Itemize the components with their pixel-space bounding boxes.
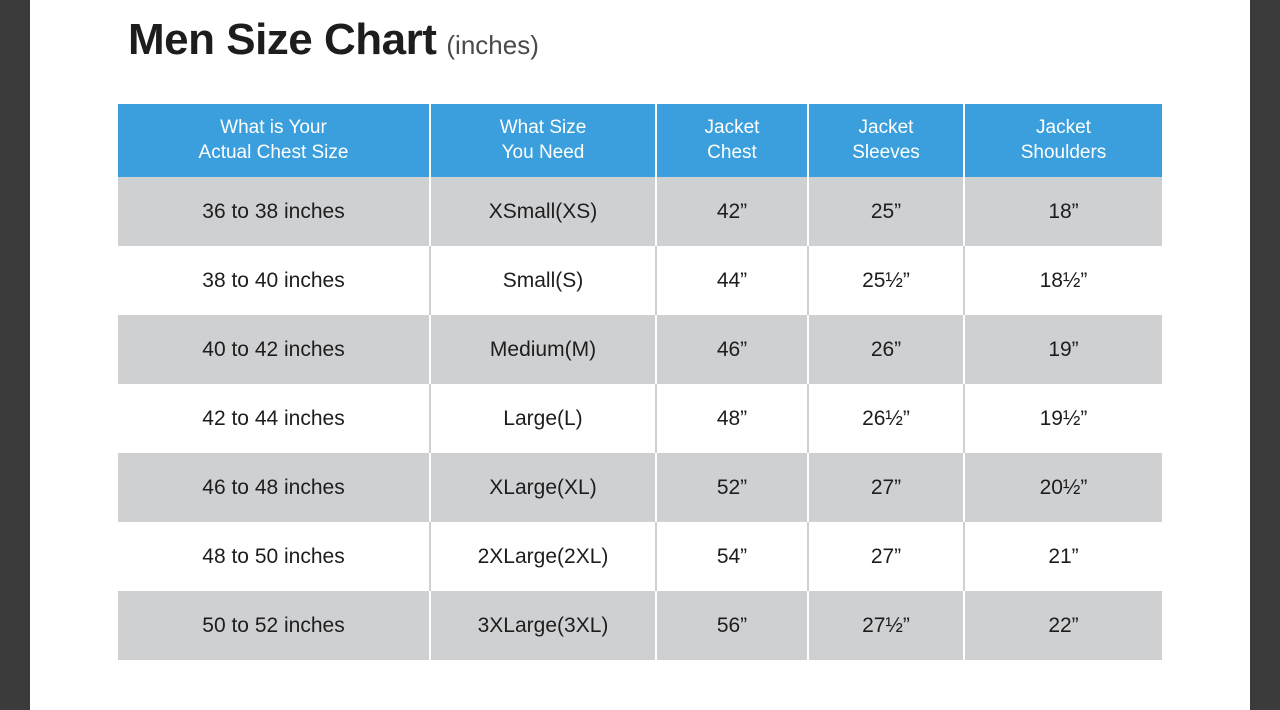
column-header-line-2: You Need [501, 141, 585, 163]
table-row [118, 522, 1162, 591]
table-row [118, 591, 1162, 660]
table-row [118, 453, 1162, 522]
cell-jacket-shoulders: 20½” [964, 453, 1162, 522]
page-title-unit: (inches) [446, 30, 539, 60]
cell-jacket-sleeves: 26½” [808, 384, 964, 453]
table-header-row [118, 104, 1162, 177]
cell-actual-chest: 46 to 48 inches [118, 453, 430, 522]
cell-jacket-shoulders: 19” [964, 315, 1162, 384]
cell-actual-chest: 38 to 40 inches [118, 246, 430, 315]
right-gutter [1250, 0, 1280, 710]
column-header-line-1: Jacket [704, 117, 760, 138]
column-header-line-2: Actual Chest Size [198, 141, 349, 163]
cell-size-needed: 3XLarge(3XL) [430, 591, 656, 660]
column-header-line-1: What is Your [220, 117, 327, 138]
column-header-line-1: What Size [499, 117, 587, 138]
cell-jacket-sleeves: 26” [808, 315, 964, 384]
table-row [118, 177, 1162, 246]
cell-size-needed: 2XLarge(2XL) [430, 522, 656, 591]
cell-actual-chest: 42 to 44 inches [118, 384, 430, 453]
page-title-main: Men Size Chart [128, 15, 437, 64]
column-header-jacket-sleeves [808, 104, 964, 177]
cell-jacket-sleeves: 27” [808, 522, 964, 591]
cell-jacket-shoulders: 22” [964, 591, 1162, 660]
column-header-line-1: Jacket [858, 117, 914, 138]
cell-actual-chest: 48 to 50 inches [118, 522, 430, 591]
cell-size-needed: Small(S) [430, 246, 656, 315]
cell-jacket-sleeves: 25” [808, 177, 964, 246]
column-header-line-2: Shoulders [1020, 141, 1107, 163]
table-row [118, 384, 1162, 453]
cell-jacket-chest: 56” [656, 591, 808, 660]
cell-actual-chest: 36 to 38 inches [118, 177, 430, 246]
document-sheet [30, 0, 1250, 710]
column-header-line-1: Jacket [1036, 117, 1091, 138]
cell-actual-chest: 50 to 52 inches [118, 591, 430, 660]
cell-jacket-shoulders: 18” [964, 177, 1162, 246]
table-row [118, 246, 1162, 315]
cell-jacket-sleeves: 25½” [808, 246, 964, 315]
cell-jacket-chest: 52” [656, 453, 808, 522]
cell-jacket-sleeves: 27” [808, 453, 964, 522]
column-header-size-needed [430, 104, 656, 177]
cell-actual-chest: 40 to 42 inches [118, 315, 430, 384]
cell-size-needed: Medium(M) [430, 315, 656, 384]
column-header-jacket-shoulders [964, 104, 1162, 177]
cell-size-needed: XLarge(XL) [430, 453, 656, 522]
cell-jacket-chest: 48” [656, 384, 808, 453]
table-row [118, 315, 1162, 384]
cell-jacket-chest: 42” [656, 177, 808, 246]
left-gutter [0, 0, 30, 710]
cell-jacket-chest: 54” [656, 522, 808, 591]
cell-size-needed: Large(L) [430, 384, 656, 453]
cell-jacket-chest: 46” [656, 315, 808, 384]
column-header-line-2: Chest [707, 141, 757, 163]
cell-jacket-shoulders: 18½” [964, 246, 1162, 315]
cell-jacket-shoulders: 21” [964, 522, 1162, 591]
column-header-actual-chest [118, 104, 430, 177]
cell-size-needed: XSmall(XS) [430, 177, 656, 246]
page-title [128, 15, 539, 64]
column-header-line-2: Sleeves [852, 141, 920, 163]
cell-jacket-shoulders: 19½” [964, 384, 1162, 453]
cell-jacket-chest: 44” [656, 246, 808, 315]
size-chart-table [118, 104, 1162, 660]
cell-jacket-sleeves: 27½” [808, 591, 964, 660]
column-header-jacket-chest [656, 104, 808, 177]
